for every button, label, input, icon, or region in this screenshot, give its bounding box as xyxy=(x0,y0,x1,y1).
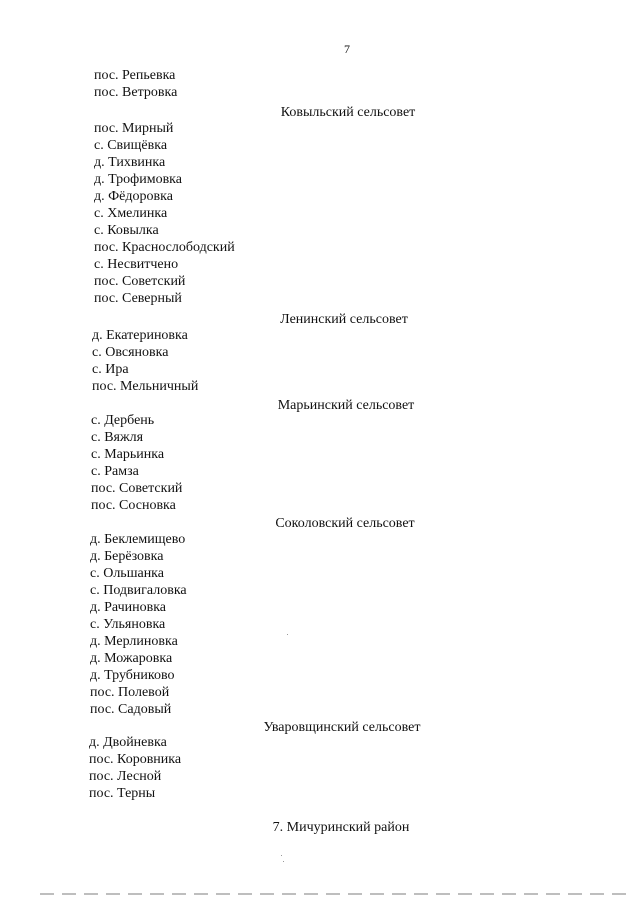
list-item: с. Дербень xyxy=(91,413,155,428)
list-item: пос. Садовый xyxy=(90,702,172,717)
list-item: с. Хмелинка xyxy=(94,206,168,221)
list-item: пос. Мирный xyxy=(94,121,174,136)
list-item: с. Свищёвка xyxy=(94,138,168,153)
section-heading: Соколовский сельсовет xyxy=(275,516,415,531)
list-item: пос. Терны xyxy=(89,786,156,801)
list-item: с. Вяжля xyxy=(91,430,144,445)
list-item: с. Марьинка xyxy=(91,447,165,462)
list-item: пос. Северный xyxy=(94,291,182,306)
list-item: д. Можаровка xyxy=(90,651,173,666)
district-heading: 7. Мичуринский район xyxy=(272,820,410,835)
list-item: д. Берёзовка xyxy=(90,549,164,564)
scan-speck xyxy=(283,861,284,862)
section-heading: Марьинский сельсовет xyxy=(277,398,415,413)
list-item: д. Екатериновка xyxy=(92,328,188,343)
list-item: с. Ульяновка xyxy=(90,617,166,632)
list-item: пос. Коровника xyxy=(89,752,182,767)
list-item: д. Трубниково xyxy=(90,668,175,683)
list-item: пос. Ветровка xyxy=(94,85,178,100)
list-item: с. Ольшанка xyxy=(90,566,164,581)
page-number: 7 xyxy=(344,42,350,56)
scan-speck xyxy=(287,634,288,635)
list-item: д. Мерлиновка xyxy=(90,634,178,649)
list-item: с. Несвитчено xyxy=(94,257,179,272)
list-item: д. Двойневка xyxy=(89,735,167,750)
scan-edge-artifact xyxy=(40,893,630,895)
list-item: пос. Полевой xyxy=(90,685,170,700)
list-item: с. Подвигаловка xyxy=(90,583,187,598)
list-item: пос. Советский xyxy=(94,274,186,289)
list-item: пос. Советский xyxy=(91,481,183,496)
list-item: пос. Репьевка xyxy=(94,68,176,83)
section-heading: Уваровщинский сельсовет xyxy=(263,720,421,735)
section-heading: Ленинский сельсовет xyxy=(280,312,408,327)
section-heading: Ковыльский сельсовет xyxy=(280,105,416,120)
list-item: с. Овсяновка xyxy=(92,345,169,360)
list-item: д. Трофимовка xyxy=(94,172,182,187)
list-item: д. Рачиновка xyxy=(90,600,167,615)
list-item: пос. Лесной xyxy=(89,769,162,784)
list-item: д. Тихвинка xyxy=(94,155,166,170)
list-item: с. Ира xyxy=(92,362,129,377)
list-item: д. Беклемищево xyxy=(90,532,186,547)
list-item: пос. Мельничный xyxy=(92,379,199,394)
list-item: пос. Сосновка xyxy=(91,498,176,513)
list-item: с. Рамза xyxy=(91,464,139,479)
list-item: с. Ковылка xyxy=(94,223,159,238)
scan-speck xyxy=(281,855,282,856)
list-item: д. Фёдоровка xyxy=(94,189,173,204)
list-item: пос. Краснослободский xyxy=(94,240,235,255)
